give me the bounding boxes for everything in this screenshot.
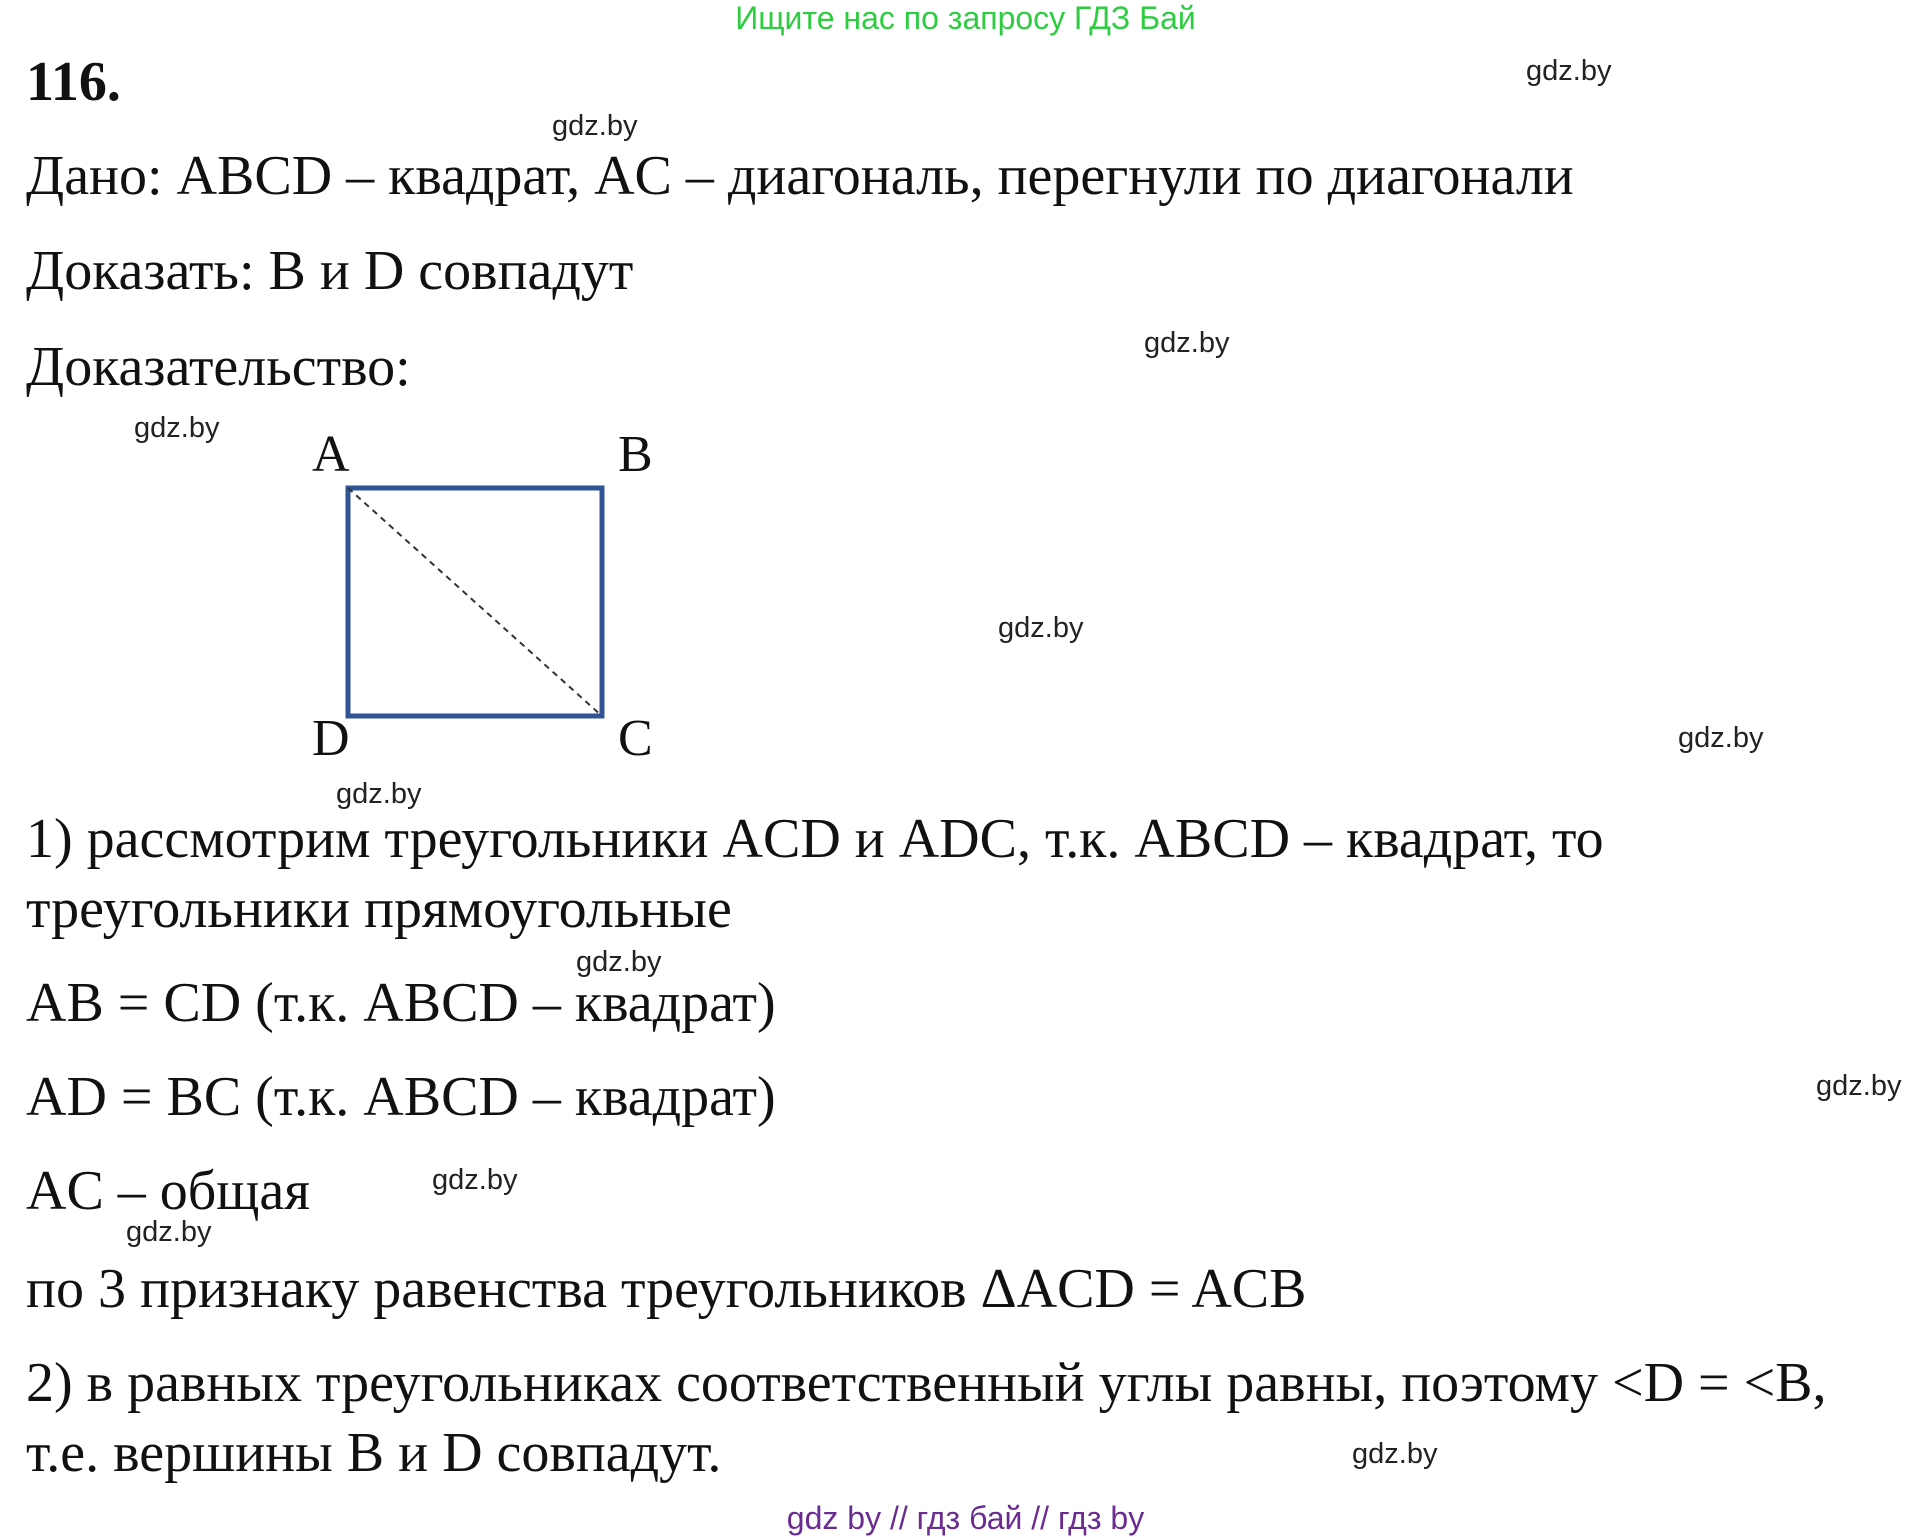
equality-ad-bc: AD = BC (т.к. ABCD – квадрат) (26, 1066, 776, 1128)
watermark: gdz.by (998, 612, 1084, 644)
problem-number: 116. (26, 51, 121, 113)
vertex-d-label: D (312, 710, 350, 767)
watermark: gdz.by (576, 946, 662, 978)
watermark: gdz.by (1816, 1070, 1902, 1102)
step1-line2: треугольники прямоугольные (26, 878, 732, 940)
watermark: gdz.by (1526, 55, 1612, 87)
step1-line1: 1) рассмотрим треугольники ACD и ADC, т.к. ABCD – квадрат, то (26, 808, 1604, 870)
common-side: AC – общая (26, 1160, 311, 1222)
equality-ab-cd: AB = CD (т.к. ABCD – квадрат) (26, 972, 776, 1034)
step2-line2: т.е. вершины B и D совпадут. (26, 1422, 722, 1484)
watermark: gdz.by (432, 1164, 518, 1196)
watermark: gdz.by (126, 1216, 212, 1248)
proof-label: Доказательство: (26, 336, 411, 398)
square-diagram (300, 426, 640, 770)
vertex-a-label: A (312, 426, 350, 483)
given-statement: Дано: ABCD – квадрат, AC – диагональ, перегнули по диагонали (26, 145, 1574, 207)
search-hint-banner: Ищите нас по запросу ГДЗ Бай (735, 0, 1196, 36)
watermark: gdz.by (1352, 1438, 1438, 1470)
prove-statement: Доказать: B и D совпадут (26, 240, 634, 302)
watermark: gdz.by (552, 110, 638, 142)
vertex-b-label: B (618, 426, 653, 483)
watermark: gdz.by (1678, 722, 1764, 754)
watermark: gdz.by (134, 412, 220, 444)
watermark: gdz.by (336, 778, 422, 810)
footer-links: gdz by // гдз бай // гдз by (786, 1500, 1145, 1536)
diagonal-ac (348, 488, 602, 716)
triangle-equality-conclusion: по 3 признаку равенства треугольников ΔACD = ACB (26, 1258, 1307, 1320)
step2-line1: 2) в равных треугольниках соответственный углы равны, поэтому <D = <B, (26, 1352, 1827, 1414)
vertex-c-label: C (618, 710, 653, 767)
watermark: gdz.by (1144, 327, 1230, 359)
